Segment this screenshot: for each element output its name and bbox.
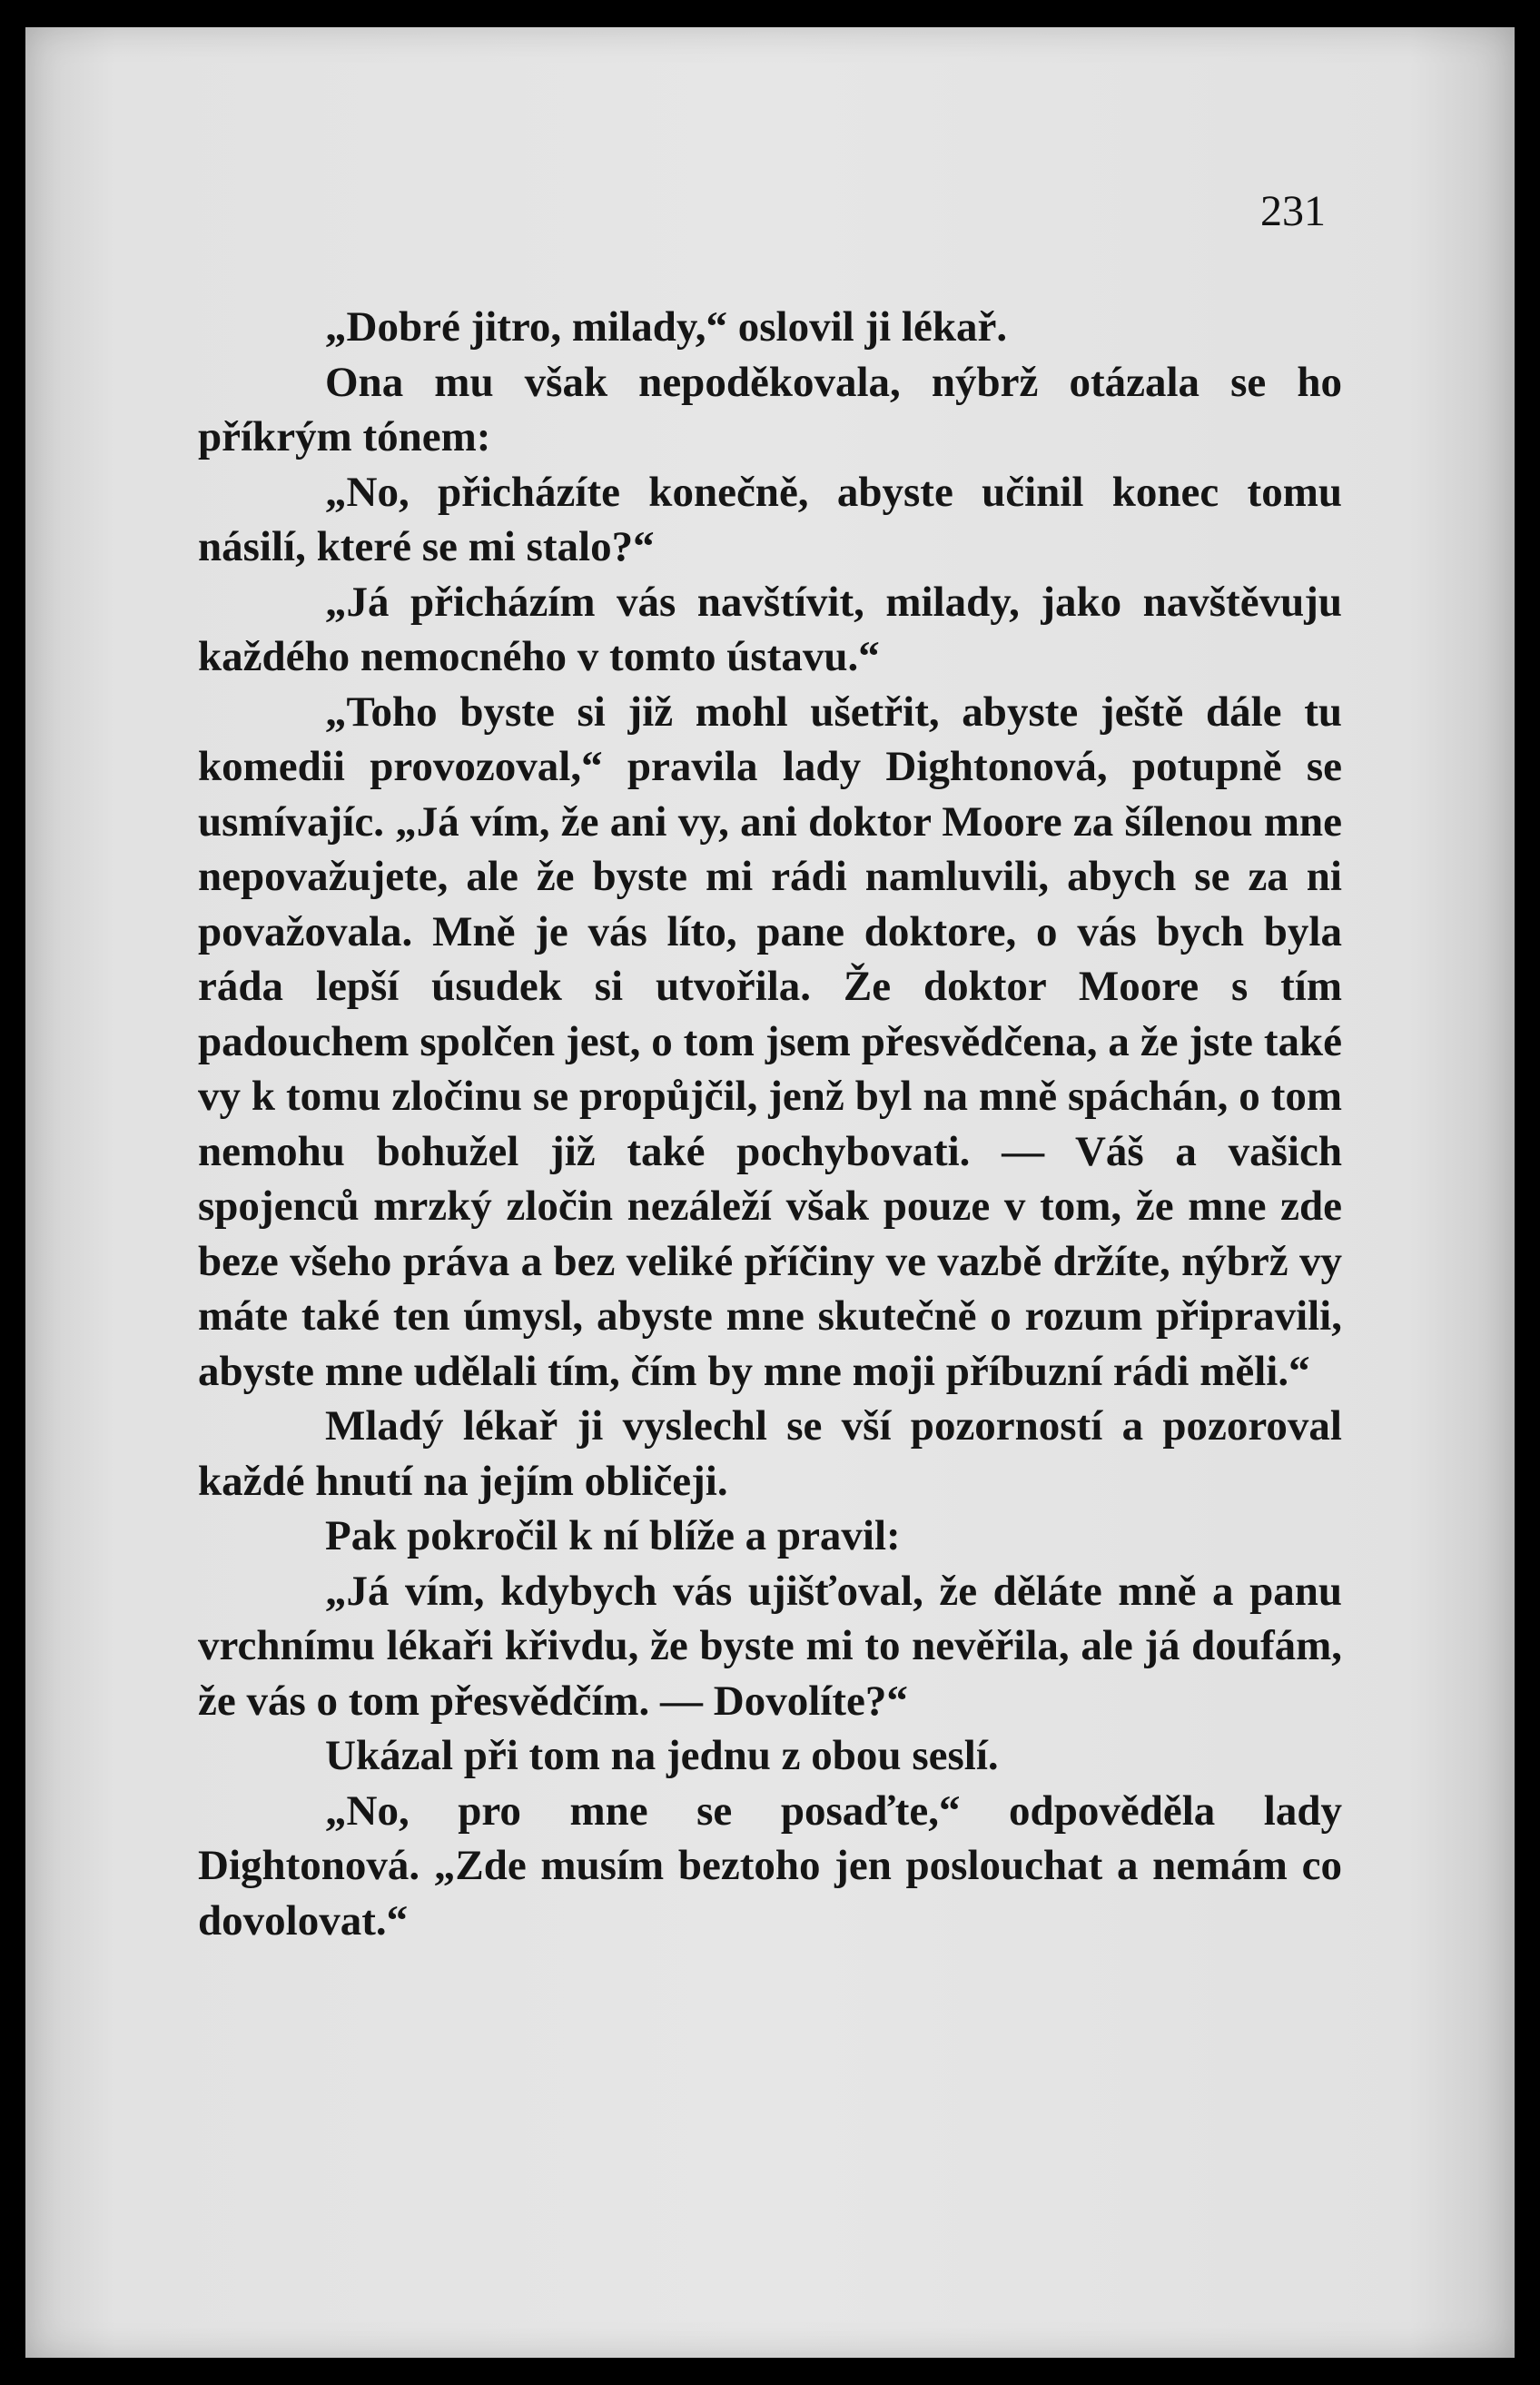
- paragraph: Ona mu však nepoděkovala, nýbrž otázala se ho příkrým tónem:: [198, 358, 1342, 460]
- paragraph: „No, přicházíte konečně, abyste učinil konec tomu násilí, které se mi stalo?“: [198, 468, 1342, 570]
- paragraph: „No, pro mne se posaďte,“ odpověděla lady Dightonová. „Zde musím beztoho jen poslouchat a nemám co dovolovat.“: [198, 1786, 1342, 1945]
- paragraph: Mladý lékař ji vyslechl se vší pozorností a pozoroval každé hnutí na jejím obličeji.: [198, 1402, 1342, 1505]
- paragraph: „Toho byste si již mohl ušetřit, abyste ještě dále tu komedii provozoval,“ pravila lady Dightonová, potupně se usmívajíc. „Já vím, že ani vy, ani doktor Moore za šílenou mne nepovažujete, ale že byste mi rádi namluvili, abych se za ni považovala. Mně je vás líto, pane doktore, o vás bych byla ráda lepší úsudek si utvořila. Že doktor Moore s tím padouchem spolčen jest, o tom jsem přesvědčena, a že jste také vy k tomu zločinu se propůjčil, jenž byl na mně spáchán, o tom nemohu bohužel již také pochybovati. — Váš a vašich spojenců mrzký zločin nezáleží však pouze v tom, že mne zde beze všeho práva a bez veliké příčiny ve vazbě držíte, nýbrž vy máte také ten úmysl, abyste mne skutečně o rozum připravili, abyste mne udělali tím, čím by mne moji příbuzní rádi měli.“: [198, 688, 1342, 1395]
- paragraph: „Dobré jitro, milady,“ oslovil ji lékař.: [325, 303, 1008, 351]
- paragraph: „Já přicházím vás navštívit, milady, jako navštěvuju každého nemocného v tomto ústavu.“: [198, 578, 1342, 680]
- paragraph: „Já vím, kdybych vás ujišťoval, že děláte mně a panu vrchnímu lékaři křivdu, že byste mi to nevěřila, ale já doufám, že vás o tom přesvědčím. — Dovolíte?“: [198, 1567, 1342, 1725]
- body-text: [198, 300, 1342, 1948]
- paragraph: Pak pokročil k ní blíže a pravil:: [325, 1512, 901, 1559]
- paragraph: Ukázal při tom na jednu z obou seslí.: [325, 1732, 999, 1779]
- page-number: 231: [1260, 187, 1326, 235]
